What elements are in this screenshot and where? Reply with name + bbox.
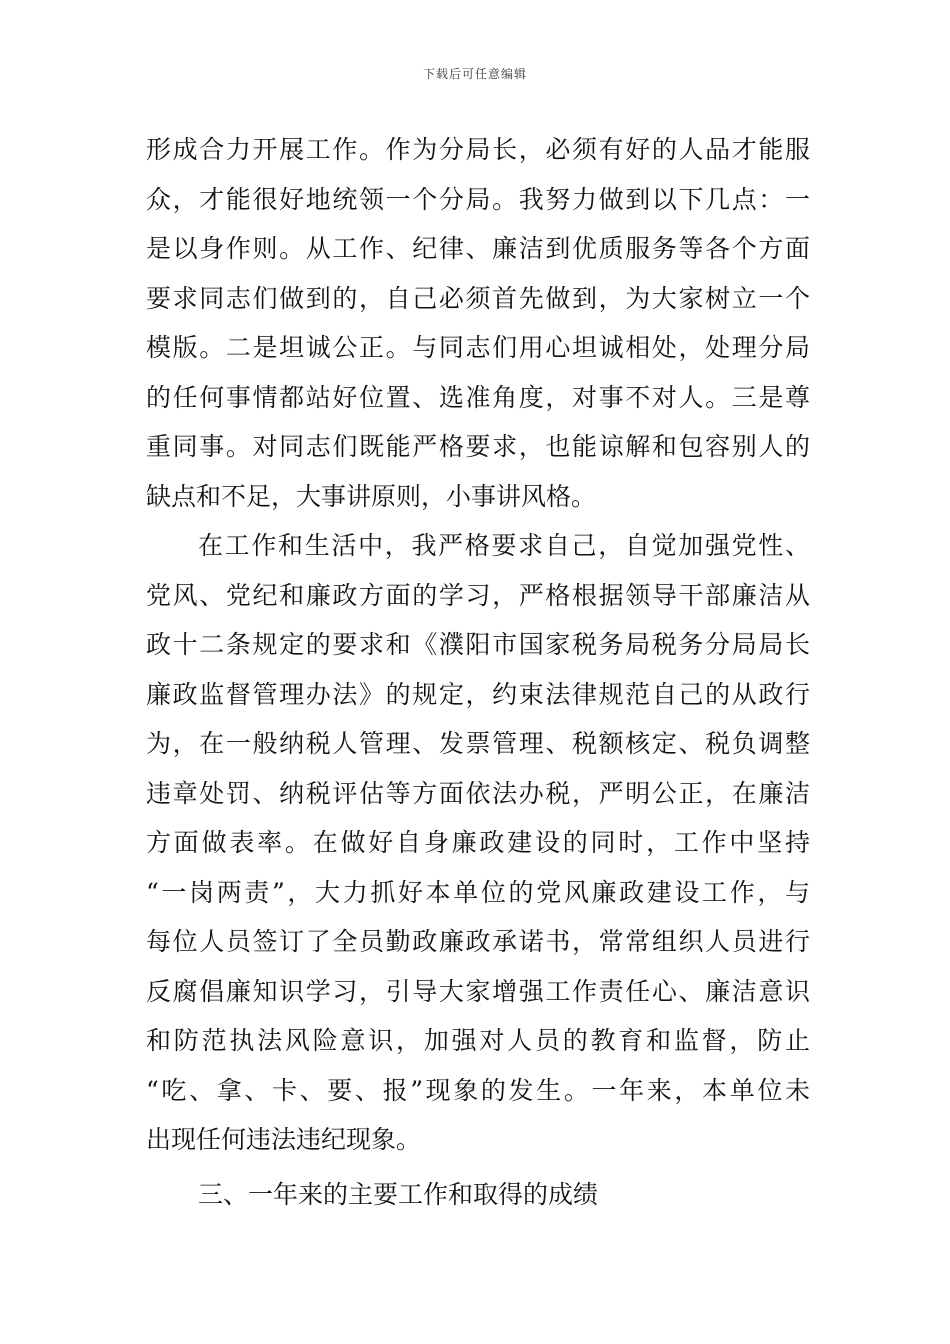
text-line: 政十二条规定的要求和《濮阳市国家税务局税务分局局长: [146, 630, 810, 659]
text-line: 党风、党纪和廉政方面的学习，严格根据领导干部廉洁从: [146, 580, 810, 610]
text-line: 每位人员签订了全员勤政廉政承诺书，常常组织人员进行: [146, 927, 810, 956]
text-line: 是以身作则。从工作、纪律、廉洁到优质服务等各个方面: [146, 234, 810, 263]
text-line: 模版。二是坦诚公正。与同志们用心坦诚相处，处理分局: [146, 333, 810, 362]
text-line: 要求同志们做到的，自己必须首先做到，为大家树立一个: [146, 283, 810, 313]
text-line: 缺点和不足，大事讲原则，小事讲风格。: [146, 481, 597, 511]
paragraph-1: [146, 125, 810, 521]
paragraph-2: [146, 521, 810, 1165]
text-line: 在工作和生活中，我严格要求自己，自觉加强党性、: [198, 531, 810, 560]
text-line: 方面做表率。在做好自身廉政建设的同时，工作中坚持: [146, 828, 810, 857]
page-header: 下载后可任意编辑: [422, 67, 527, 81]
text-line: 和防范执法风险意识，加强对人员的教育和监督，防止: [146, 1026, 810, 1055]
text-line: 出现任何违法违纪现象。: [146, 1125, 422, 1154]
text-line: 重同事。对同志们既能严格要求，也能谅解和包容别人的: [146, 432, 810, 461]
document-body: [146, 125, 810, 1165]
section-heading: 三、一年来的主要工作和取得的成绩: [198, 1180, 599, 1209]
text-line: 的任何事情都站好位置、选准角度，对事不对人。三是尊: [146, 382, 810, 412]
text-line: 违章处罚、纳税评估等方面依法办税，严明公正，在廉洁: [146, 778, 810, 808]
text-line: 反腐倡廉知识学习，引导大家增强工作责任心、廉洁意识: [146, 976, 810, 1006]
text-line: 众，才能很好地统领一个分局。我努力做到以下几点：一: [146, 184, 810, 214]
text-line: 形成合力开展工作。作为分局长，必须有好的人品才能服: [146, 135, 810, 164]
text-line: “吃、拿、卡、要、报”现象的发生。一年来，本单位未: [146, 1075, 810, 1105]
text-line: 廉政监督管理办法》的规定，约束法律规范自己的从政行: [146, 679, 810, 709]
text-line: 为，在一般纳税人管理、发票管理、税额核定、税负调整: [146, 729, 810, 758]
text-line: “一岗两责”，大力抓好本单位的党风廉政建设工作，与: [146, 877, 810, 907]
